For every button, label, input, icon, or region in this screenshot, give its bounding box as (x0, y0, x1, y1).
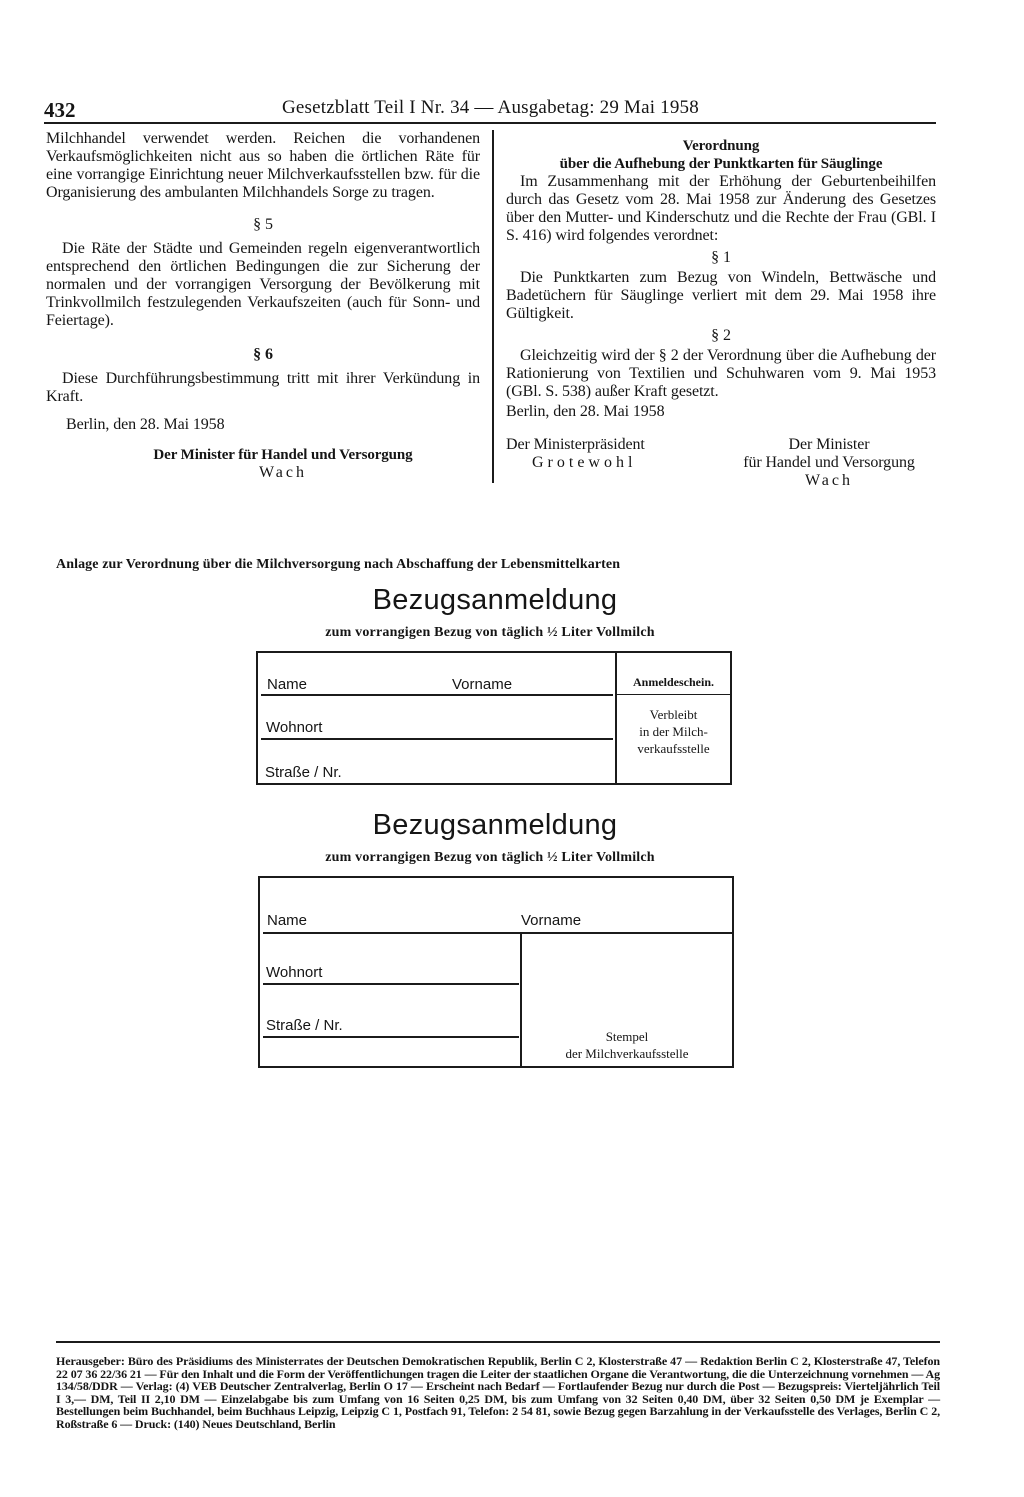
form1-side-line-2: in der Milch- (639, 724, 708, 739)
form2-wohnort-label: Wohnort (266, 964, 323, 981)
sig-right-title: Der Minister (788, 436, 870, 453)
annex-caption: Anlage zur Verordnung über die Milchversorgung nach Abschaffung der Lebensmittelkarten (56, 557, 621, 572)
sig-left-name: Grotewohl (532, 454, 637, 471)
form2-title: Bezugsanmeldung (372, 809, 618, 841)
form2-rule-3 (263, 1036, 519, 1038)
sig-right-subtitle: für Handel und Versorgung (743, 454, 915, 471)
left-date: Berlin, den 28. Mai 1958 (66, 416, 225, 433)
form1-side-line-3: verkaufsstelle (637, 741, 710, 756)
form2-rule-2 (263, 983, 519, 985)
left-signer-name: Wach (258, 464, 308, 481)
form2-stamp-line-1: Stempel (605, 1029, 649, 1044)
form2-vorname-label: Vorname (521, 912, 582, 929)
form2-strasse-label: Straße / Nr. (266, 1017, 343, 1034)
form1-title: Bezugsanmeldung (372, 584, 618, 616)
ordinance-intro: Im Zusammenhang mit der Erhöhung der Geburtenbeihilfen durch das Gesetz vom 28. Mai 1958 zur Änderung des Gesetzes über den Mutter- und Kinderschutz und die Rechte der Frau (GBl. I S. 416) wird folgendes verordnet: (506, 173, 936, 244)
form2-name-label: Name (267, 912, 308, 929)
section-5-heading: § 5 (253, 216, 273, 233)
left-signer-title: Der Minister für Handel und Versorgung (153, 447, 413, 463)
ordinance-subheading: über die Aufhebung der Punktkarten für Säuglinge (559, 156, 883, 172)
form1-subtitle: zum vorrangigen Bezug von täglich ½ Liter Vollmilch (325, 625, 655, 640)
left-column (46, 130, 480, 482)
form1-vorname-label: Vorname (452, 676, 513, 693)
form2-stamp-line-2: der Milchverkaufsstelle (565, 1046, 689, 1061)
ordinance-section-1-heading: § 1 (711, 249, 731, 266)
sig-right-block (718, 436, 940, 490)
sig-right-name: Wach (804, 472, 854, 489)
ordinance-section-2-text: Gleichzeitig wird der § 2 der Verordnung über die Aufhebung der Rationierung von Textilien und Schuhwaren vom 9. Mai 1953 (GBl. S. 538) außer Kraft gesetzt. (506, 347, 936, 400)
sig-left-title: Der Ministerpräsident (506, 436, 645, 453)
form1-side-note (617, 706, 730, 757)
form2-subtitle: zum vorrangigen Bezug von täglich ½ Liter Vollmilch (325, 850, 655, 865)
form1-strasse-label: Straße / Nr. (265, 764, 342, 781)
form1-side-heading: Anmeldeschein. (633, 675, 714, 689)
page-number: 432 (44, 98, 76, 122)
left-paragraph-1: Milchhandel verwendet werden. Reichen die vorhandenen Verkaufsmöglichkeiten nicht aus so haben die örtlichen Räte für eine vorrangige Einrichtung neuer Milchverkaufsstellen bzw. für die Organisierung des ambulanten Milchhandels Sorge zu tragen. (46, 130, 480, 201)
section-6-text: Diese Durchführungsbestimmung tritt mit ihrer Verkündung in Kraft. (46, 370, 480, 405)
form2-rule-1 (263, 932, 733, 934)
footer-rule (56, 1341, 940, 1343)
section-5-text: Die Räte der Städte und Gemeinden regeln eigenverantwortlich entsprechend den örtlichen Bedingungen die zur Sicherung der normalen und der vorrangigen Versorgung der Bevölkerung mit Trinkvollmilch festzulegenden Verkaufszeiten (auch für Sonn- und Feiertage). (46, 240, 480, 329)
sig-left-block (506, 436, 672, 472)
ordinance-date: Berlin, den 28. Mai 1958 (506, 403, 665, 420)
form1-wohnort-label: Wohnort (266, 719, 323, 736)
form1-rule-1 (261, 694, 613, 696)
header-rule (44, 122, 936, 124)
form1-side-line-1: Verbleibt (649, 707, 698, 722)
form1-side-rule (617, 694, 730, 695)
imprint-footer: Herausgeber: Büro des Präsidiums des Ministerrates der Deutschen Demokratischen Republik, Berlin C 2, Klosterstraße 47 — Redaktion Berlin C 2, Klosterstraße 47, Telefon 22 07 36 22/36 21 — Für den Inhalt und die Form der Veröffentlichungen tragen die Leiter der staatlichen Organe die Verantwortung, die die Unterzeichnung vornehmen — Ag 134/58/DDR — Verlag: (4) VEB Deutscher Zentralverlag, Berlin O 17 — Erscheint nach Bedarf — Fortlaufender Bezug nur durch die Post — Bezugspreis: Vierteljährlich Teil I 3,— DM, Teil II 2,10 DM — Einzelabgabe bis zum Umfang von 16 Seiten 0,25 DM, bis zum Umfang von 32 Seiten 0,40 DM, über 32 Seiten 0,50 DM je Exemplar — Bestellungen beim Buchhandel, beim Buchhaus Leipzig, Leipzig C 1, Postfach 91, Telefon: 2 54 81, sowie Bezug gegen Barzahlung in der Verkaufsstelle des Verlages, Berlin C 2, Roßstraße 6 — Druck: (140) Neues Deutschland, Berlin (56, 1354, 940, 1431)
right-column (506, 137, 936, 421)
running-header: Gesetzblatt Teil I Nr. 34 — Ausgabetag: 29 Mai 1958 (282, 97, 699, 118)
form2-stamp-note (522, 1028, 732, 1062)
column-divider (492, 130, 494, 483)
form1-rule-2 (261, 738, 613, 740)
ordinance-heading: Verordnung (682, 138, 760, 154)
ordinance-section-2-heading: § 2 (711, 327, 731, 344)
form1-name-label: Name (267, 676, 308, 693)
ordinance-section-1-text: Die Punktkarten zum Bezug von Windeln, Bettwäsche und Badetüchern für Säuglinge verliert mit dem 29. Mai 1958 ihre Gültigkeit. (506, 269, 936, 322)
section-6-heading: § 6 (253, 346, 273, 363)
